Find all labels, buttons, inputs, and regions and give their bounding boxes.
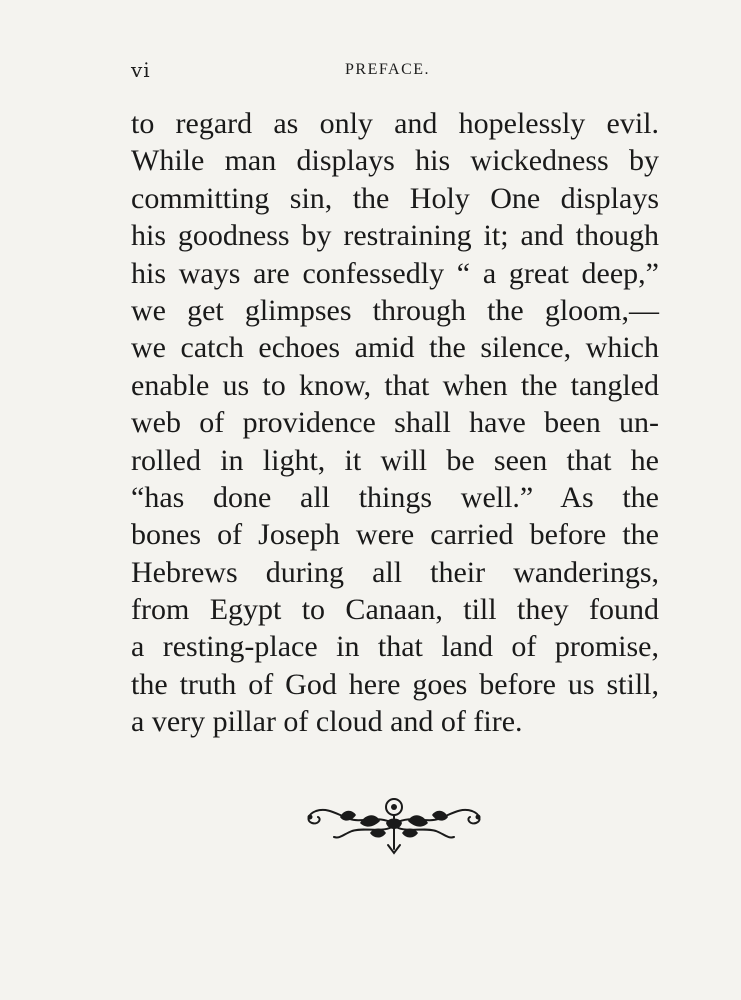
text-line: Hebrews during all their wanderings, <box>131 555 659 589</box>
text-line: to regard as only and hopelessly evil. <box>131 107 659 140</box>
floral-tailpiece-icon <box>300 793 488 857</box>
text-line: we get glimpses through the gloom,— <box>131 293 659 327</box>
text-line: a very pillar of cloud and of fire. <box>131 705 523 739</box>
running-title: PREFACE. <box>345 61 431 78</box>
text-line: from Egypt to Canaan, till they found <box>131 593 659 627</box>
text-line: bones of Joseph were carried before the <box>131 518 659 552</box>
text-line: While man displays his wickedness by <box>131 144 659 178</box>
text-line: his goodness by restraining it; and though <box>131 219 659 253</box>
text-line: rolled in light, it will be seen that he <box>131 443 659 477</box>
text-line: enable us to know, that when the tangled <box>131 368 659 402</box>
text-line: a resting-place in that land of promise, <box>131 630 659 664</box>
text-line: the truth of God here goes before us still, <box>131 667 659 701</box>
text-line: committing sin, the Holy One displays <box>131 181 659 215</box>
page-number: vi <box>131 58 151 82</box>
text-line: “has done all things well.” As the <box>131 480 659 514</box>
text-line: web of providence shall have been un- <box>131 406 659 440</box>
text-line: his ways are confessedly “ a great deep,” <box>131 256 659 290</box>
preface-paragraph <box>131 105 659 741</box>
text-line: we catch echoes amid the silence, which <box>131 331 659 365</box>
